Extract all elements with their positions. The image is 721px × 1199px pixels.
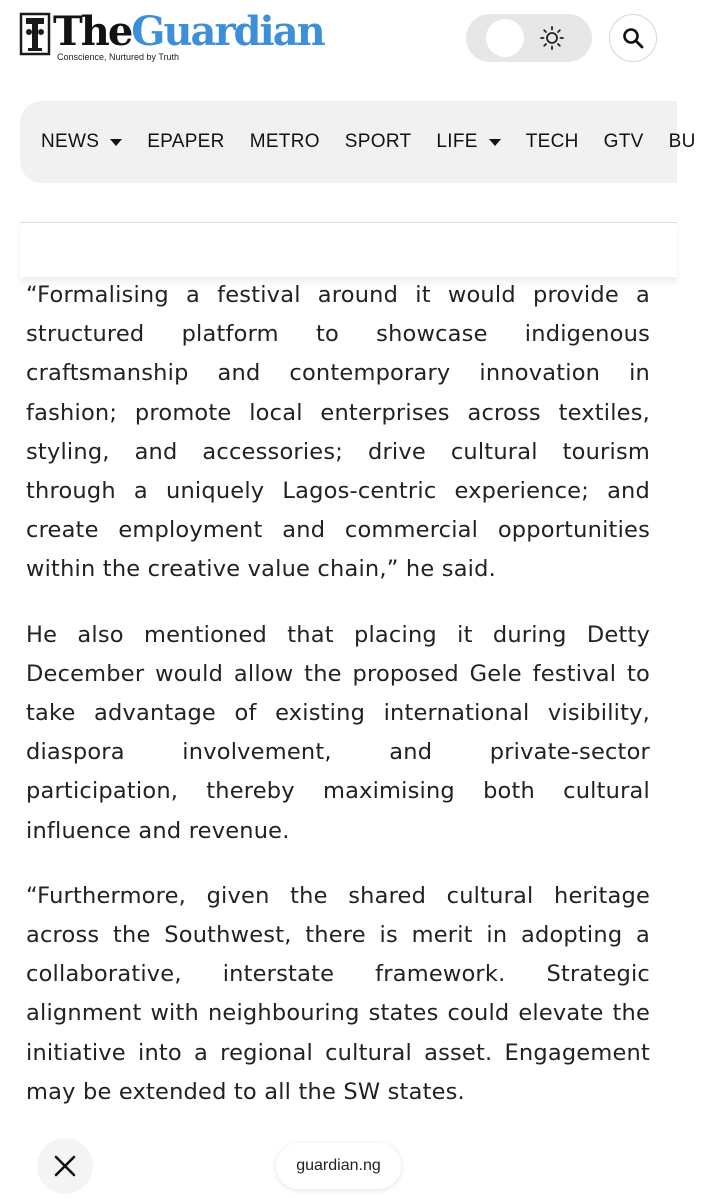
search-icon [622, 27, 644, 49]
main-nav [20, 101, 696, 183]
theme-toggle[interactable] [466, 14, 592, 62]
chevron-down-icon [489, 139, 501, 146]
nav-item-label: LIFE [436, 131, 478, 152]
nav-item-label: SPORT [344, 131, 412, 152]
nav-item-label: TECH [525, 131, 579, 152]
site-header [0, 0, 677, 80]
logo-wordmark [53, 6, 324, 58]
nav-item-label: METRO [249, 131, 320, 152]
nav-item-tech[interactable] [526, 131, 579, 153]
secondary-bar [20, 222, 677, 277]
logo-guardian: Guardian [131, 8, 324, 55]
url-text: guardian.ng [296, 1157, 381, 1174]
nav-item-gtv[interactable] [604, 131, 644, 153]
nav-item-metro[interactable] [250, 131, 320, 153]
close-icon [53, 1154, 77, 1178]
sun-icon [539, 25, 565, 51]
article-paragraph: “Furthermore, given the shared cultural heritage across the Southwest, there is merit in adopting a collaborative, interstate framework. Strategic alignment with neighbouring states could elevate the initiative into a regional cultural asset. Engagement may be extended to all the SW states. [26, 882, 650, 1105]
nav-item-epaper[interactable] [147, 131, 224, 153]
article-body [26, 276, 650, 1138]
article-paragraph: “Formalising a festival around it would provide a structured platform to showcase indigenous craftsmanship and contemporary innovation in fashion; promote local enterprises across textiles, styling, and accessories; drive cultural tourism through a uniquely Lagos-centric experience; and create employment and commercial opportunities within the creative value chain,” he said. [26, 282, 650, 583]
guardian-logo[interactable] [19, 8, 339, 64]
logo-tagline: Conscience, Nurtured by Truth [57, 52, 180, 62]
close-button[interactable] [37, 1138, 93, 1194]
guardian-crest-icon [19, 12, 51, 58]
toggle-knob [486, 19, 524, 57]
nav-item-life[interactable] [436, 131, 500, 153]
nav-list [41, 101, 721, 183]
logo-the: The [53, 8, 132, 55]
nav-item-sport[interactable] [345, 131, 412, 153]
nav-item-label: GTV [603, 131, 644, 152]
nav-item-news[interactable] [41, 131, 122, 153]
browser-url-pill[interactable] [276, 1143, 401, 1189]
nav-item-label: BU [668, 131, 696, 152]
nav-item-label: NEWS [41, 131, 100, 152]
nav-item-business[interactable] [669, 131, 696, 153]
chevron-down-icon [110, 139, 122, 146]
search-button[interactable] [609, 14, 657, 62]
nav-item-label: EPAPER [147, 131, 225, 152]
article-paragraph: He also mentioned that placing it during Detty December would allow the proposed Gele festival to take advantage of existing international visibility, diaspora involvement, and private-sector participation, thereby maximising both cultural influence and revenue. [26, 621, 650, 844]
